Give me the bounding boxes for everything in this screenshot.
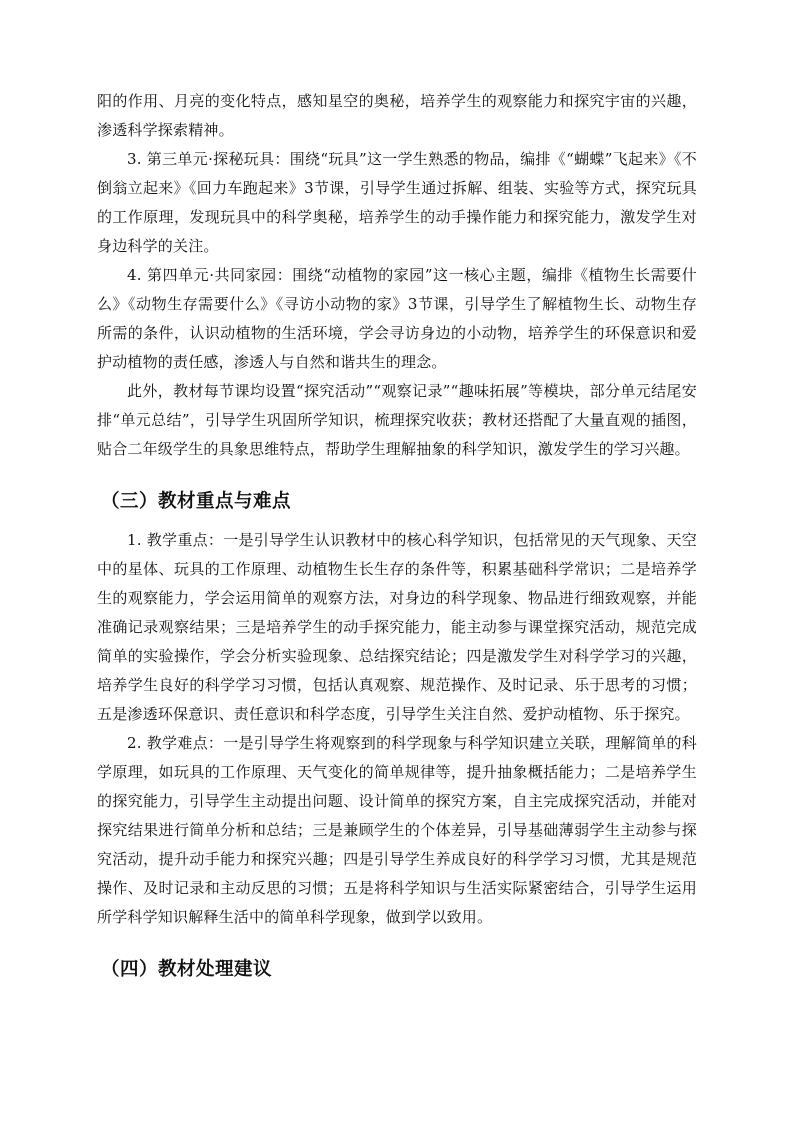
spacer bbox=[97, 464, 697, 488]
section-heading-processing-suggestions: （四）教材处理建议 bbox=[101, 959, 273, 980]
spacer bbox=[97, 516, 697, 526]
paragraph-unit3: 3. 第三单元·探秘玩具：围绕“玩具”这一学生熟悉的物品，编排《“蝴蝶”飞起来》《不倒翁立起来》《回力车跑起来》3节课，引导学生通过拆解、组装、实验等方式，探究玩具的工作原理，发现玩具中的科学奥秘，培养学生的动手操作能力和探究能力，激发学生对身边科学的关注。 bbox=[97, 150, 697, 255]
paragraph-additional: 此外，教材每节课均设置“探究活动”“观察记录”“趣味拓展”等模块，部分单元结尾安排“单元总结”，引导学生巩固所学知识，梳理探究收获；教材还搭配了大量直观的插图，贴合二年级学生的具象思维特点，帮助学生理解抽象的科学知识，激发学生的学习兴趣。 bbox=[97, 382, 697, 458]
paragraph-teaching-difficulty: 2. 教学难点：一是引导学生将观察到的科学现象与科学知识建立关联，理解简单的科学原理，如玩具的工作原理、天气变化的简单规律等，提升抽象概括能力；二是培养学生的探究能力，引导学生主动提出问题、设计简单的探究方案，自主完成探究活动，并能对探究结果进行简单分析和总结；三是兼顾学生的个体差异，引导基础薄弱学生主动参与探究活动，提升动手能力和探究兴趣；四是引导学生养成良好的科学学习习惯，尤其是规范操作、及时记录和主动反思的习惯；五是将科学知识与生活实际紧密结合，引导学生运用所学科学知识解释生活中的简单科学现象，做到学以致用。 bbox=[97, 734, 697, 926]
document-page bbox=[97, 87, 697, 984]
paragraph-teaching-focus: 1. 教学重点：一是引导学生认识教材中的核心科学知识，包括常见的天气现象、天空中的星体、玩具的工作原理、动植物生长生存的条件等，积累基础科学常识；二是培养学生的观察能力，学会运用简单的观察方法，对身边的科学现象、物品进行细致观察，并能准确记录观察结果；三是培养学生的动手探究能力，能主动参与课堂探究活动，规范完成简单的实验操作，学会分析实验现象、总结探究结论；四是激发学生对科学学习的兴趣，培养学生良好的科学学习习惯，包括认真观察、规范操作、及时记录、乐于思考的习惯；五是渗透环保意识、责任意识和科学态度，引导学生关注自然、爱护动植物、乐于探究。 bbox=[97, 531, 697, 723]
spacer bbox=[97, 932, 697, 956]
paragraph-unit2-continued: 阳的作用、月亮的变化特点，感知星空的奥秘，培养学生的观察能力和探究宇宙的兴趣，渗透科学探索精神。 bbox=[97, 92, 697, 139]
section-heading-key-points: （三）教材重点与难点 bbox=[101, 491, 292, 512]
paragraph-unit4: 4. 第四单元·共同家园：围绕“动植物的家园”这一核心主题，编排《植物生长需要什么》《动物生存需要什么》《寻访小动物的家》3节课，引导学生了解植物生长、动物生存所需的条件，认识动植物的生活环境，学会寻访身边的小动物，培养学生的环保意识和爱护动植物的责任感，渗透人与自然和谐共生的理念。 bbox=[97, 266, 697, 371]
